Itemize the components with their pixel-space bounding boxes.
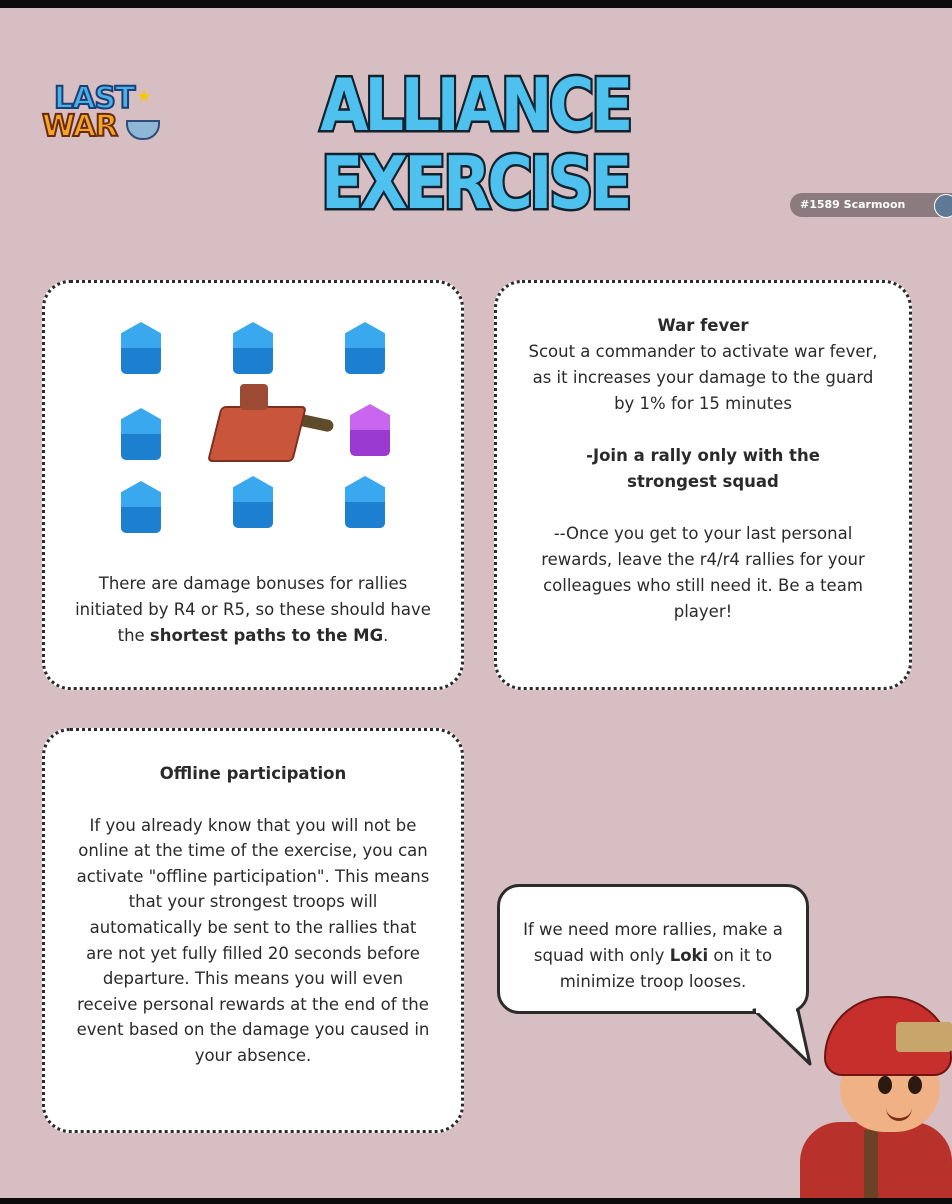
war-fever-heading: War fever (657, 316, 749, 335)
top-border (0, 0, 952, 8)
author-tag (790, 193, 952, 217)
rally-node-purple-icon (350, 404, 390, 460)
rally-node-icon (233, 322, 273, 378)
rally-node-icon (233, 476, 273, 532)
join-rally-tip: -Join a rally only with the strongest squad (586, 446, 820, 491)
bubble-text-bold: Loki (669, 946, 709, 965)
rally-node-icon (121, 322, 161, 378)
war-fever-card (494, 280, 912, 690)
bottom-border (0, 1198, 952, 1204)
last-war-logo (40, 80, 160, 150)
avatar (934, 194, 952, 218)
war-fever-body: Scout a commander to activate war fever, as it increases your damage to the guard by 1% for 15 minutes (528, 342, 878, 413)
formation-caption-end: . (383, 626, 389, 645)
soldier-character-illustration (788, 990, 952, 1200)
author-tag-label: #1589 Scarmoon (800, 198, 906, 211)
rally-node-icon (121, 481, 161, 537)
star-icon: ★ (136, 86, 153, 107)
bubble-text-end: on it to minimize troop looses. (559, 946, 773, 991)
offline-body: If you already know that you will not be online at the time of the exercise, you can activate "offline participation". This means that your strongest troops will automatically be sent to the rallies that are not yet fully filled 20 seconds before departure. This means you will even receive personal rewards at the end of the event based on the damage you caused in your absence. (76, 815, 430, 1065)
title-line-2: EXERCISE (321, 141, 629, 225)
page-title (290, 63, 660, 225)
bowl-icon (126, 120, 160, 140)
rally-node-icon (345, 476, 385, 532)
logo-line-1: LAST (54, 81, 135, 116)
formation-caption-bold: shortest paths to the MG (149, 626, 384, 645)
offline-participation-card (42, 728, 464, 1133)
title-line-1: ALLIANCE (320, 63, 630, 147)
bubble-text-start: If we need more rallies, make a squad with only (523, 920, 783, 965)
offline-heading: Offline participation (159, 764, 347, 783)
formation-caption-text: There are damage bonuses for rallies initiated by R4 or R5, so these should have the (75, 574, 431, 645)
headquarters-icon (210, 380, 340, 475)
rally-node-icon (121, 408, 161, 464)
logo-line-2: WAR (42, 109, 118, 144)
formation-caption (65, 571, 441, 649)
speech-bubble (497, 884, 809, 1014)
rally-node-icon (345, 322, 385, 378)
rewards-tip: --Once you get to your last personal rewards, leave the r4/r4 rallies for your colleagues who still need it. Be a team player! (541, 524, 865, 621)
